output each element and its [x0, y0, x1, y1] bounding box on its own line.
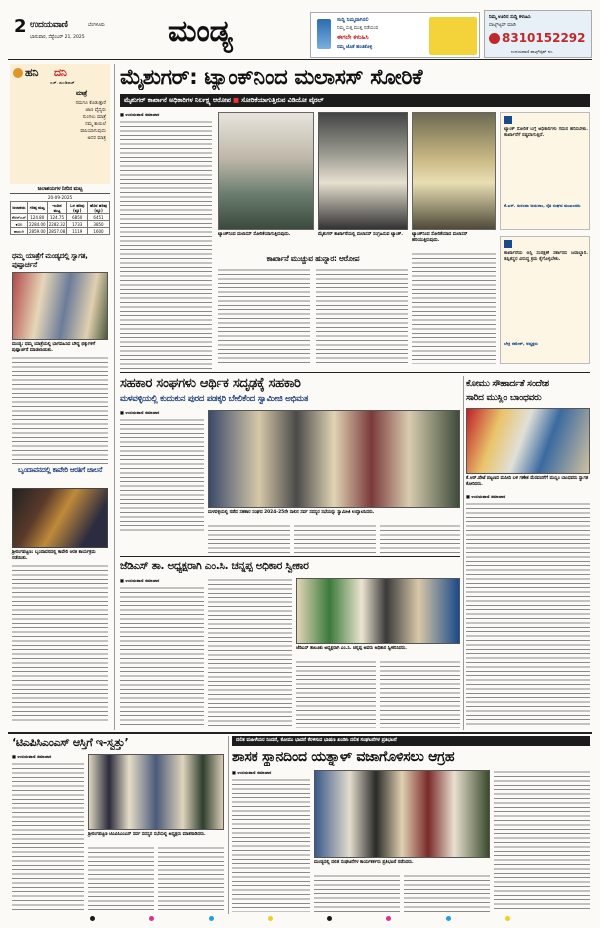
- jds-caption: ಜೆಡಿಎಸ್ ತಾಲೂಕು ಅಧ್ಯಕ್ಷರಾಗಿ ಎಂ.ಸಿ. ಚನ್ನಪ್ಪ ಅವರು ಅಧಿಕಾರ ಸ್ವೀಕರಿಸಿದರು.: [296, 646, 407, 651]
- lead-subhead-a: ಮೈಶುಗರ್ ಕಾರ್ಖಾನೆ ಅಧಿಕಾರಿಗಳ ನಿರ್ಲಕ್ಷ್ಯ ಆರೋಪ: [124, 96, 231, 104]
- edition: ಬೆಂಗಳೂರು: [88, 23, 105, 28]
- column-divider: [463, 376, 464, 730]
- left-story2-body: [12, 564, 108, 724]
- honey-column: [10, 64, 110, 184]
- inner-headline: ಕಾರ್ಖಾನೆ ಮುಚ್ಚುವ ಹುನ್ನಾರ: ಆರೋಪ: [266, 254, 360, 263]
- jds-body-col3: [296, 660, 376, 728]
- bottom-left-body-col1: [12, 762, 84, 912]
- table-cell: 2857.08: [48, 228, 66, 234]
- phone-icon: [317, 19, 331, 49]
- kicker-text: ದಲಿತ ಮಹಿಳೆಯರ ನಿಂದನೆ, ಕೋಮು ಭಾವನೆ ಕೆರಳಿಸುವ ಭಾಷಣ ಖಂಡಿಸಿ ದಲಿತ ಸಂಘಟನೆಗಳ ಪ್ರತಿಭಟನೆ: [236, 738, 397, 743]
- coop-body-col2: [208, 524, 290, 554]
- poem-line: ವಾಸಿಯಾಗುವುದು: [80, 129, 106, 134]
- coop-caption: ಮಳವಳ್ಳಿಯಲ್ಲಿ ನಡೆದ ಸಹಕಾರ ಸಂಘದ 2024-25ನೇ ಸಾಲಿನ ಸರ್ವ ಸದಸ್ಯರ ಸಭೆಯನ್ನು ಸ್ವಾಮೀಜಿ ಉದ್ಘಾಟಿಸಿದರು.: [208, 510, 375, 515]
- harmony-headline-1: ಕೋಮು ಸೌಹಾರ್ದತೆ ಸಂದೇಶ: [466, 379, 549, 389]
- quote2-text: ಕಾರ್ಖಾನೆಯ ಆಸ್ತಿ ಸಂರಕ್ಷಣೆ ಸರ್ಕಾರದ ಜವಾಬ್ದಾರಿ. ತಪ್ಪಿತಸ್ಥರ ವಿರುದ್ಧ ಕ್ರಮ ಕೈಗೊಳ್ಳಬೇಕು.: [504, 251, 588, 263]
- bottom-right-caption: ಮಂಡ್ಯದಲ್ಲಿ ದಲಿತ ಸಂಘಟನೆಗಳ ಕಾರ್ಯಕರ್ತರು ಪ್ರತಿಭಟನೆ ನಡೆಸಿದರು.: [314, 860, 414, 865]
- ad1-line3: ನಮ್ಮ ಜೊತೆ ಹಂಚಿಕೊಳ್ಳಿ: [337, 45, 373, 50]
- ad2-line1: ನಿಮ್ಮ ಊರಿನ ಸುದ್ದಿ ಕಳುಹಿಸಿ: [489, 15, 531, 20]
- table-cell: ಕಬಿನಿ: [11, 221, 28, 228]
- bottom-left-byline: ■ ಉದಯವಾಣಿ ಸಮಾಚಾರ: [12, 754, 51, 759]
- reservoir-box: [10, 186, 110, 248]
- paper-name: ಉದಯವಾಣಿ: [30, 20, 68, 30]
- lead-byline: ■ ಉದಯವಾಣಿ ಸಮಾಚಾರ: [120, 112, 159, 117]
- table-cell: 2284.00: [29, 221, 46, 227]
- jds-byline: ■ ಉದಯವಾಣಿ ಸಮಾಚಾರ: [120, 578, 159, 583]
- lead-body-col2: [218, 268, 310, 364]
- table-header: ಹೊರ ಹರಿವು (ಕ್ಯೂ): [88, 202, 110, 214]
- bottom-left-body-col3: [158, 846, 224, 912]
- jds-body-col2: [208, 578, 292, 728]
- table-cell: 1733: [67, 221, 88, 228]
- section-rule: [120, 372, 590, 373]
- ad1-tag: ಈಗಲೇ ಕಳುಹಿಸಿ: [337, 34, 369, 41]
- registration-marks: [90, 916, 510, 922]
- poem-line: ನಮಗೂ ಕೊಡುತ್ತಾರೆ: [75, 101, 106, 106]
- coop-byline: ■ ಉದಯವಾಣಿ ಸಮಾಚಾರ: [120, 410, 159, 415]
- table-cell: 2282.32: [48, 221, 66, 227]
- section-title: ಮಂಡ್ಯ: [168, 14, 233, 49]
- tank-photo: [218, 112, 314, 230]
- leak-photo: [412, 112, 496, 230]
- jds-photo: [296, 578, 460, 644]
- ad2-line2: ವಾಟ್ಸ್‌ಆ್ಯಪ್ ಮಾಡಿ: [489, 23, 516, 28]
- table-cell: 6850: [67, 214, 88, 221]
- dhamma-photo: [12, 272, 108, 340]
- table-cell: 2859.00: [29, 228, 46, 234]
- lead-body-col3: [316, 268, 408, 364]
- whatsapp-icon: [489, 33, 500, 44]
- bottom-left-headline: ‘ಟಿಎಪಿಸಿಎಂಎಸ್ ಆಸ್ತಿಗೆ ಇ-ಸ್ವತ್ತು’: [12, 736, 129, 749]
- honey-title-a: ಹನಿ: [25, 66, 39, 79]
- bottom-right-body-col2: [314, 874, 400, 912]
- jds-headline: ಜೆಡಿಎಸ್ ತಾ. ಅಧ್ಯಕ್ಷರಾಗಿ ಎಂ.ಸಿ. ಚನ್ನಪ್ಪ ಅಧಿಕಾರ ಸ್ವೀಕಾರ: [120, 560, 309, 572]
- coop-headline-2: ಮಳವಳ್ಳಿಯಲ್ಲಿ ಕುದುಕುನ ಪುರದ ಪಡಕ್ಕರಿ ಬೇಲಿಕೆಂದ ಸ್ವಾಮೀಜಿ ಅಭಿಮತ: [120, 394, 309, 404]
- reservoir-table: [10, 201, 110, 235]
- lead-headline: ಮೈಶುಗರ್: ಟ್ಯಾಂಕ್‌ನಿಂದ ಮಲಾಸಸ್ ಸೋರಿಕೆ: [120, 65, 423, 89]
- date-line: ಭಾನುವಾರ, ಸೆಪ್ಟೆಂಬರ್ 21, 2025: [30, 35, 85, 40]
- ad1-line2: ನಿಮ್ಮ ಸುತ್ತ ಮುತ್ತ ನಡೆಯುವ: [337, 26, 379, 31]
- poem-title: ಮಾತ್ರೆ: [76, 90, 87, 97]
- table-cell: 1119: [67, 228, 88, 235]
- section-rule: [120, 556, 460, 557]
- coop-body-col4: [380, 524, 460, 554]
- table-cell: 124.80: [28, 214, 48, 221]
- table-cell: 3850: [88, 221, 110, 228]
- quote-icon: [504, 116, 512, 124]
- harmony-headline-2: ಸಾರಿದ ಮುಸ್ಲಿಂ ಬಾಂಧವರು: [466, 393, 542, 403]
- ad-news-share: [310, 12, 480, 58]
- table-header: ಒಳ ಹರಿವು (ಕ್ಯೂ): [67, 202, 88, 214]
- table-cell: 6451: [88, 214, 110, 221]
- bottom-left-body-col2: [88, 846, 154, 912]
- reservoir-title: ಜಲಾಶಯಗಳ ನೀರಿನ ಮಟ್ಟ: [10, 186, 110, 194]
- tapcms-photo: [88, 754, 224, 830]
- quote-icon: [504, 240, 512, 248]
- table-cell: ಕೆಆರ್‌ಎಸ್: [12, 214, 26, 220]
- quote-box-2: [500, 236, 590, 364]
- bottom-right-body-col3: [404, 874, 490, 912]
- bottom-rule: [8, 732, 592, 734]
- left-story1-headline: ಧಮ್ಮ ಯಾತ್ರೆಗೆ ಮಂಡ್ಯದಲ್ಲಿ ಸ್ವಾಗತ, ಪುಷ್ಪಾರ್ಚನೆ: [12, 252, 88, 269]
- lead-subhead-b: ಸೋರಿಕೆಯಾಗುತ್ತಿರುವ ವಿಡಿಯೋ ವೈರಲ್: [241, 96, 324, 104]
- quote1-text: ಟ್ಯಾಂಕ್ ಸೋರಿಕೆ ಬಗ್ಗೆ ಅಧಿಕಾರಿಗಳು ಗಮನ ಹರಿಸಬೇಕು. ಕಾರ್ಖಾನೆಗೆ ನಷ್ಟವಾಗುತ್ತಿದೆ.: [504, 127, 588, 139]
- aarti-photo: [12, 488, 108, 548]
- table-row: [11, 214, 110, 221]
- left-story2-headline: ಬೃಂದಾವನದಲ್ಲಿ ಕಾವೇರಿ ಆರತಿಗೆ ಚಾಲನೆ: [17, 466, 103, 474]
- table-cell: 1600: [88, 228, 110, 235]
- masthead: [8, 8, 592, 60]
- reservoir-date: 20-09-2025: [47, 195, 73, 200]
- poem-line: ಜಾಣ ವೈದ್ಯರು: [85, 108, 106, 113]
- jds-body-col4: [380, 660, 460, 728]
- honey-icon: [13, 68, 23, 78]
- coop-body-col3: [294, 524, 376, 554]
- table-header: ಇಂದಿನ ಮಟ್ಟ: [47, 202, 67, 214]
- table-row: [11, 228, 110, 235]
- poem-lines: [40, 100, 106, 142]
- lead-subhead: ಮೈಶುಗರ್ ಕಾರ್ಖಾನೆ ಅಧಿಕಾರಿಗಳ ನಿರ್ಲಕ್ಷ್ಯ ಆರೋಪ ■ ಸೋರಿಕೆಯಾಗುತ್ತಿರುವ ವಿಡಿಯೋ ವೈರಲ್: [120, 94, 590, 107]
- coop-body-col1: [120, 418, 204, 534]
- photo2-caption: ಮೈಶುಗರ್ ಕಾರ್ಖಾನೆಯಲ್ಲಿ ಮಲಾಸಸ್ ಸಂಗ್ರಹಿಸುವ ಟ್ಯಾಂಕ್.: [318, 232, 403, 237]
- honey-author: ಎಚ್. ಡುಂಡಿರಾಜ್: [50, 80, 75, 85]
- column-divider: [114, 64, 115, 730]
- poem-line: ನುಂಗಲು ಮಾತ್ರೆ: [82, 115, 106, 120]
- quote1-author: ಕೆ.ಎಸ್. ಸುನಂದಾ ಜಯರಾಂ, ರೈತ ಸಂಘದ ಮುಖಂಡರು: [504, 203, 581, 208]
- bottom-right-kicker: [232, 736, 590, 746]
- table-cell: 124.75: [47, 214, 67, 221]
- bottom-right-body-col4: [494, 770, 590, 912]
- quote-box-1: [500, 112, 590, 230]
- honey-title-b: ದನಿ: [54, 66, 67, 79]
- bottom-right-byline: ■ ಉದಯವಾಣಿ ಸಮಾಚಾರ: [232, 770, 271, 775]
- lead-body-col4: [412, 252, 496, 364]
- factory-photo: [318, 112, 408, 230]
- table-header: ಜಲಾಶಯ: [11, 202, 28, 214]
- ad1-badge: [429, 17, 477, 55]
- harmony-photo: [466, 408, 590, 474]
- ad2-sub: ಉದಯವಾಣಿ ವಾಟ್ಸ್‌ಆ್ಯಪ್ ನಂ.: [511, 49, 554, 54]
- page-number: 2: [14, 16, 27, 37]
- coop-headline-1: ಸಹಕಾರ ಸಂಘಗಳು ಆರ್ಥಿಕ ಸದೃಢಕ್ಕೆ ಸಹಕಾರಿ: [120, 376, 301, 391]
- lead-body-col1: [120, 120, 212, 370]
- table-header: ಗರಿಷ್ಠ ಮಟ್ಟ: [28, 202, 48, 214]
- table-cell: ಹಾರಂಗಿ: [11, 228, 28, 235]
- ad1-line1: ಸುದ್ದಿ ನಿಮ್ಮದಾಗಿರಲಿ: [337, 17, 369, 23]
- quote2-author: ಬೇಕ್ರಿ ರಮೇಶ್, ಅಧ್ಯಕ್ಷರು: [504, 341, 538, 346]
- bottom-left-caption: ಶ್ರೀರಂಗಪಟ್ಟಣ ಟಿಎಪಿಸಿಎಂಎಸ್ ಸರ್ವ ಸದಸ್ಯರ ಸಭೆಯಲ್ಲಿ ಅಧ್ಯಕ್ಷರು ಮಾತನಾಡಿದರು.: [88, 832, 206, 837]
- bottom-right-headline: ಶಾಸಕ ಸ್ಥಾನದಿಂದ ಯತ್ನಾಳ್ ವಜಾಗೊಳಿಸಲು ಆಗ್ರಹ: [232, 749, 455, 765]
- protest-photo: [314, 770, 490, 858]
- left-story1-caption: ಮಂಡ್ಯ: ಧಮ್ಮ ಯಾತ್ರೆಯಲ್ಲಿ ಭಾಗವಹಿಸಿದ ಬೌದ್ಧ ಭಿಕ್ಕುಗಳಿಗೆ ಪುಷ್ಪಾರ್ಚನೆ ಮಾಡಲಾಯಿತು.: [12, 342, 96, 353]
- poem-line: ಅದರ ಮಾತ್ರ: [87, 136, 106, 141]
- harmony-caption: ಕೆ.ಆರ್.ಪೇಟೆ ಪಟ್ಟಣದ ಮಸೀದಿ ಬಳಿ ಗಣೇಶ ಮೆರವಣಿಗೆಗೆ ಮುಸ್ಲಿಂ ಬಾಂಧವರು ಸ್ವಾಗತ ಕೋರಿದರು.: [466, 476, 589, 487]
- coop-photo: [208, 410, 460, 508]
- photo3-caption: ಟ್ಯಾಂಕ್‌ನಿಂದ ಸೋರಿಕೆಯಾದ ಮಲಾಸಸ್ ಹರಿಯುತ್ತಿರುವುದು.: [412, 232, 468, 243]
- table-row: [11, 221, 110, 228]
- jds-body-col1: [120, 586, 204, 728]
- column-divider: [228, 736, 229, 914]
- bottom-right-body-col1: [232, 778, 310, 912]
- poem-line: ನಮ್ಮ ಕಾಯಿಲೆ: [85, 122, 106, 127]
- harmony-body: [466, 502, 590, 728]
- photo1-caption: ಟ್ಯಾಂಕ್‌ನಿಂದ ಮಲಾಸಸ್ ಸೋರಿಕೆಯಾಗುತ್ತಿರುವುದು.: [218, 232, 291, 237]
- harmony-byline: ■ ಉದಯವಾಣಿ ಸಮಾಚಾರ: [466, 494, 505, 499]
- left-story2-caption: ಶ್ರೀರಂಗಪಟ್ಟಣ: ಬೃಂದಾವನದಲ್ಲಿ ಕಾವೇರಿ ಆರತಿ ಕಾರ್ಯಕ್ರಮ ನಡೆಯಿತು.: [12, 550, 96, 561]
- left-story1-body: [12, 356, 108, 464]
- ad2-phone: 8310152292: [502, 31, 586, 45]
- ad-whatsapp: [484, 10, 592, 58]
